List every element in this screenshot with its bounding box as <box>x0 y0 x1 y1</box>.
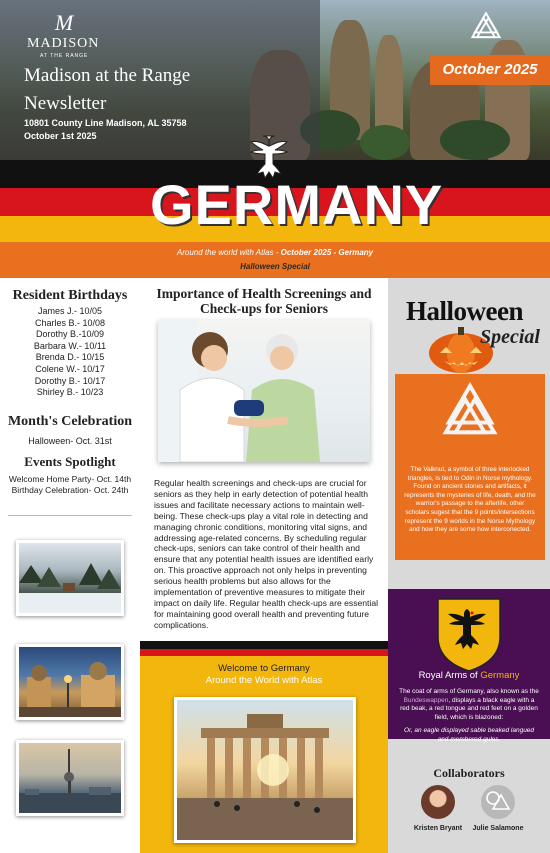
atlas-subtitle-bar <box>0 242 550 278</box>
welcome-stripe-black <box>140 641 388 649</box>
address: 10801 County Line Madison, AL 35758 <box>24 118 187 128</box>
atlas-line-bold: October 2025 - Germany <box>280 248 374 257</box>
welcome-stripe-red <box>140 649 388 656</box>
newsletter-title-line1: Madison at the Range <box>24 65 191 86</box>
left-column <box>0 278 140 853</box>
halloween-special: Special <box>480 326 540 348</box>
coat-of-arms-icon <box>436 597 502 671</box>
collaborator-name: Kristen Bryant <box>413 825 463 832</box>
royal-arms-blazon: Or, an eagle displayed sable beaked langued and membered gules. <box>403 727 535 743</box>
atlas-special: Halloween Special <box>240 262 310 271</box>
atlas-line-text: Around the world with Atlas - <box>176 248 281 257</box>
halloween-title: Halloween <box>406 296 523 326</box>
valknut-symbol-icon <box>441 382 499 440</box>
welcome-heading: Welcome to Germany <box>218 663 310 674</box>
photo-snowy-forest <box>16 540 124 616</box>
photo-brandenburg-gate <box>174 697 356 843</box>
avatar-placeholder <box>481 785 515 819</box>
birthday-item: Dorothy B.-10/09 <box>35 329 105 340</box>
events-list <box>0 474 140 496</box>
right-column <box>388 278 550 853</box>
logo-wordmark: MADISON <box>27 36 100 51</box>
royal-body-term: Bundeswappen <box>403 696 449 704</box>
photo-berlin-square <box>16 644 124 720</box>
collaborators-title: Collaborators <box>433 766 505 780</box>
birthdays-list <box>0 306 140 399</box>
issue-badge: October 2025 <box>430 55 550 85</box>
article-body: Regular health screenings and check-ups are crucial for seniors as they help in early detection of potential health issues and facilitate necessary actions to maintain well-being. These check-ups play a vital role in detecting and managing chronic conditions, monitoring vital signs, and addressing age-related concerns. By scheduling regular check-ups, seniors can take control of their health and ensure that any potential health issues are identified early on. This proactive approach not only helps in preventing serious health problems but also allows for the implementation of preventive measures to mitigate their impact on daily life. Regular health check-ups are essential for maintaining good overall health and preventing future complications. <box>154 478 379 630</box>
birthday-item: Dorothy B.- 10/17 <box>34 375 106 386</box>
events-title: Events Spotlight <box>24 454 116 469</box>
article-title: Importance of Health Screenings and Check-ups for Seniors <box>156 286 372 316</box>
birthdays-title: Resident Birthdays <box>12 288 128 303</box>
royal-arms-panel <box>388 589 550 743</box>
country-heading: GERMANY <box>150 173 444 236</box>
royal-title-accent: Germany <box>480 670 520 681</box>
event-item: Welcome Home Party- Oct. 14th <box>8 474 132 484</box>
celebration-item: Halloween- Oct. 31st <box>28 436 112 446</box>
birthday-item: Colene W.- 10/17 <box>35 363 105 374</box>
divider <box>8 515 132 516</box>
collaborator-name: Julie Salamone <box>472 825 524 832</box>
photo-health-checkup <box>158 320 370 462</box>
birthday-item: Barbara W.- 10/11 <box>33 340 107 351</box>
event-item: Birthday Celebration- Oct. 24th <box>11 485 129 495</box>
logo-monogram: M <box>54 10 74 35</box>
celebration-title: Month's Celebration <box>7 414 133 429</box>
royal-body-part2: , displays a black eagle with a red beak, a red tongue and red feet on a golden field, which is blazoned: <box>400 696 538 721</box>
valknut-icon <box>470 10 502 42</box>
royal-title-text: Royal Arms of <box>418 670 481 681</box>
birthday-item: Brenda D.- 10/15 <box>35 352 105 363</box>
atlas-line <box>0 248 550 257</box>
royal-arms-body <box>398 688 540 722</box>
avatar <box>421 785 455 819</box>
photo-berlin-skyline <box>16 740 124 816</box>
newsletter-title <box>24 62 224 118</box>
birthday-item: James J.- 10/05 <box>37 306 103 316</box>
address-block <box>24 117 187 143</box>
newsletter-title-line2: Newsletter <box>24 93 107 114</box>
welcome-panel <box>140 641 388 853</box>
birthday-item: Shirley B.- 10/23 <box>36 387 104 398</box>
issue-date: October 1st 2025 <box>24 131 97 141</box>
welcome-subheading: Around the World with Atlas <box>205 675 323 686</box>
logo-subtitle: AT THE RANGE <box>40 53 89 59</box>
valknut-description: The Valknut, a symbol of three interlocked triangles, is tied to Odin in Norse mythology. Found on ancient stones and artifacts, it represents the mysteries of life, death, and the warrior's passage to the afterlife, other scholars sugest that the 9 points/intersections represent the 9 worlds in the Norse Mythology and how they are some how interconected. <box>404 466 536 534</box>
royal-body-part1: The coat of arms of Germany, also known as the <box>399 688 539 695</box>
valknut-panel <box>395 374 545 560</box>
royal-arms-title <box>388 670 550 681</box>
birthday-item: Charles B.- 10/08 <box>34 317 106 328</box>
